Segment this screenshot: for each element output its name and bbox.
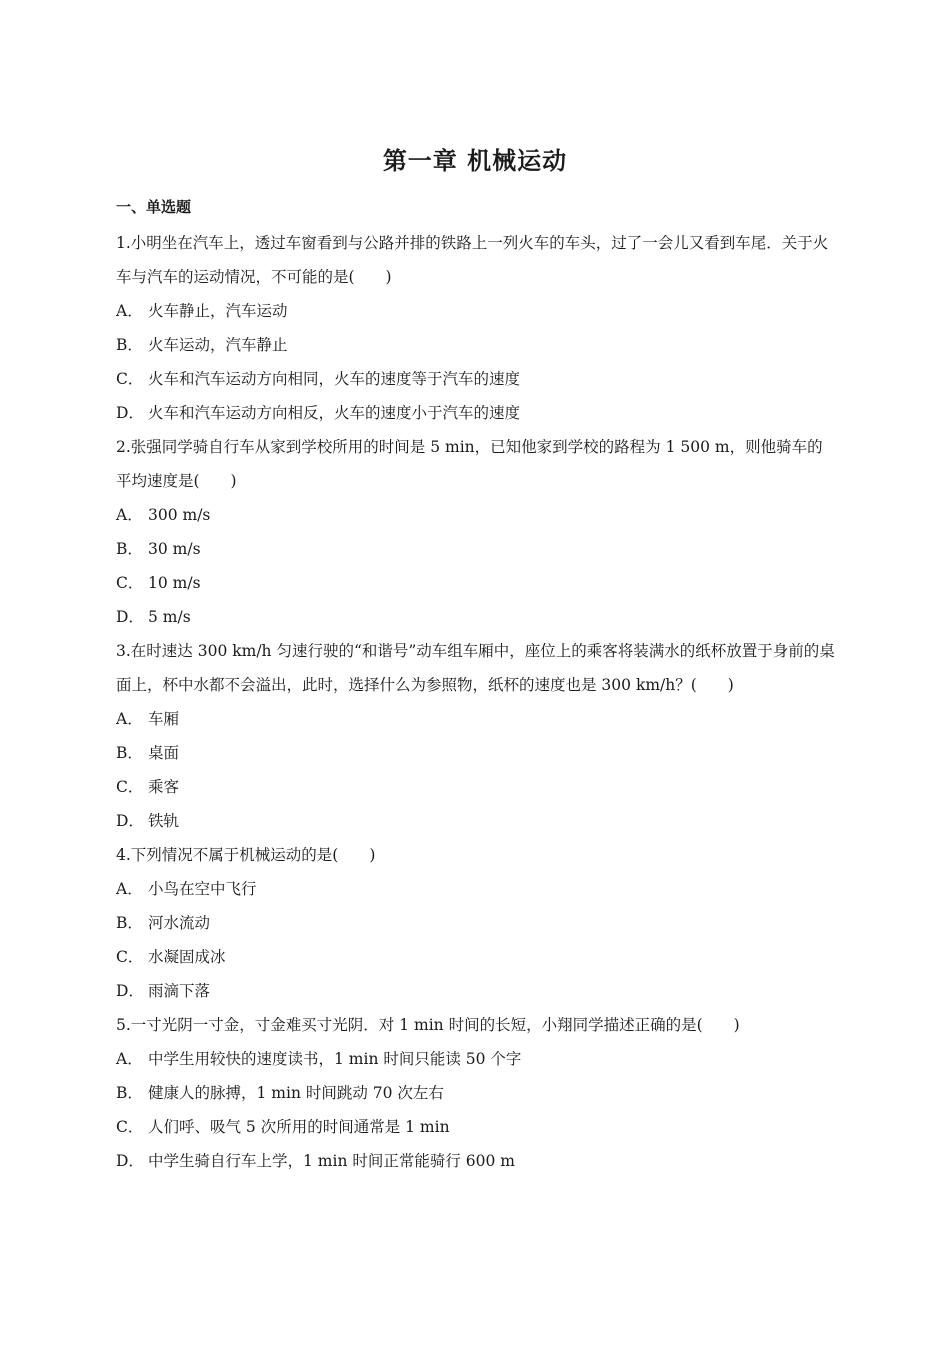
question-stem: 2.张强同学骑自行车从家到学校所用的时间是 5 min，已知他家到学校的路程为 1 500 m，则他骑车的平均速度是( ) — [116, 438, 823, 490]
option-letter: D． — [116, 608, 144, 626]
option-text: 车厢 — [148, 710, 180, 728]
option-text: 乘客 — [148, 778, 180, 796]
option-letter: B． — [116, 1084, 143, 1102]
option-letter: A． — [116, 880, 143, 898]
option-d — [116, 804, 838, 838]
option-a — [116, 702, 838, 736]
option-d — [116, 396, 838, 430]
option-letter: D． — [116, 1152, 144, 1170]
option-text: 铁轨 — [148, 812, 180, 830]
option-letter: A． — [116, 710, 143, 728]
question-3 — [116, 634, 838, 838]
section-heading: 一、单选题 — [116, 198, 192, 216]
option-b — [116, 736, 838, 770]
option-letter: C． — [116, 574, 144, 592]
option-letter: D． — [116, 812, 144, 830]
option-text: 中学生骑自行车上学，1 min 时间正常能骑行 600 m — [148, 1152, 515, 1170]
question-list — [116, 226, 838, 1178]
question-1 — [116, 226, 838, 430]
option-text: 人们呼、吸气 5 次所用的时间通常是 1 min — [148, 1118, 450, 1136]
option-b — [116, 1076, 838, 1110]
option-text: 5 m/s — [148, 608, 191, 626]
option-text: 水凝固成冰 — [148, 948, 226, 966]
question-2 — [116, 430, 838, 634]
option-c — [116, 1110, 838, 1144]
option-b — [116, 906, 838, 940]
option-text: 火车和汽车运动方向相反，火车的速度小于汽车的速度 — [148, 404, 521, 422]
option-c — [116, 566, 838, 600]
question-stem: 3.在时速达 300 km/h 匀速行驶的“和谐号”动车组车厢中，座位上的乘客将装满水的纸杯放置于身前的桌面上，杯中水都不会溢出，此时，选择什么为参照物，纸杯的速度也是 300 km/h？( ) — [116, 642, 835, 694]
option-letter: C． — [116, 1118, 144, 1136]
option-c — [116, 770, 838, 804]
question-5 — [116, 1008, 838, 1178]
option-text: 火车运动，汽车静止 — [148, 336, 288, 354]
option-a — [116, 498, 838, 532]
option-letter: A． — [116, 1050, 143, 1068]
option-letter: C． — [116, 948, 144, 966]
option-c — [116, 940, 838, 974]
option-text: 30 m/s — [148, 540, 201, 558]
document-title: 第一章 机械运动 — [382, 146, 568, 175]
option-letter: C． — [116, 778, 144, 796]
option-letter: B． — [116, 914, 143, 932]
option-text: 火车静止，汽车运动 — [148, 302, 288, 320]
option-letter: C． — [116, 370, 144, 388]
option-text: 健康人的脉搏，1 min 时间跳动 70 次左右 — [148, 1084, 444, 1102]
option-text: 火车和汽车运动方向相同，火车的速度等于汽车的速度 — [148, 370, 521, 388]
option-text: 300 m/s — [148, 506, 211, 524]
option-a — [116, 872, 838, 906]
option-text: 10 m/s — [148, 574, 201, 592]
option-letter: D． — [116, 982, 144, 1000]
option-text: 雨滴下落 — [148, 982, 211, 1000]
option-b — [116, 532, 838, 566]
option-c — [116, 362, 838, 396]
question-stem: 4.下列情况不属于机械运动的是( ) — [116, 846, 376, 864]
question-stem: 1.小明坐在汽车上，透过车窗看到与公路并排的铁路上一列火车的车头，过了一会儿又看到车尾．关于火车与汽车的运动情况，不可能的是( ) — [116, 234, 829, 286]
option-letter: A． — [116, 302, 143, 320]
question-4 — [116, 838, 838, 1008]
option-text: 小鸟在空中飞行 — [148, 880, 257, 898]
option-d — [116, 600, 838, 634]
option-letter: A． — [116, 506, 143, 524]
option-d — [116, 974, 838, 1008]
option-letter: B． — [116, 744, 143, 762]
option-text: 中学生用较快的速度读书，1 min 时间只能读 50 个字 — [148, 1050, 522, 1068]
option-text: 桌面 — [148, 744, 180, 762]
option-letter: B． — [116, 336, 143, 354]
option-letter: D． — [116, 404, 144, 422]
option-text: 河水流动 — [148, 914, 211, 932]
option-a — [116, 1042, 838, 1076]
question-stem: 5.一寸光阴一寸金，寸金难买寸光阴．对 1 min 时间的长短，小翔同学描述正确的是( ) — [116, 1016, 740, 1034]
option-letter: B． — [116, 540, 143, 558]
option-b — [116, 328, 838, 362]
option-a — [116, 294, 838, 328]
option-d — [116, 1144, 838, 1178]
